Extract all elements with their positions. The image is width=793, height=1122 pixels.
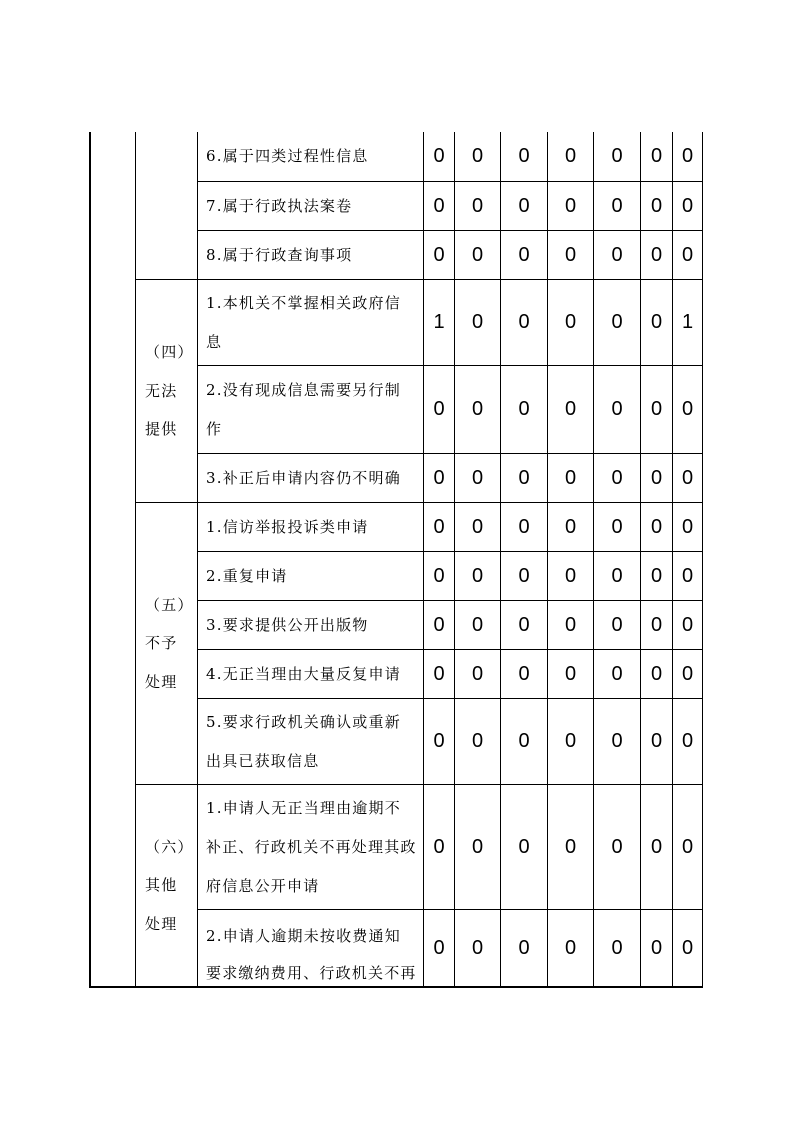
value-cell: 0 xyxy=(673,552,703,600)
value-cell: 0 xyxy=(594,280,641,365)
value-cell: 0 xyxy=(424,650,455,698)
value-cell: 0 xyxy=(424,231,455,279)
value-cell: 0 xyxy=(501,503,548,551)
value-cell: 0 xyxy=(594,601,641,649)
category-label-line: 其他 xyxy=(145,876,178,895)
value-cell: 0 xyxy=(641,699,673,784)
category-label-line: 无法 xyxy=(145,381,178,400)
disclosure-results-table xyxy=(89,132,703,988)
value-cell: 0 xyxy=(641,552,673,600)
item-label xyxy=(198,650,424,698)
item-label-line: 出具已获取信息 xyxy=(206,751,320,770)
table-row xyxy=(198,182,703,231)
value-cell: 0 xyxy=(548,454,594,502)
table-row xyxy=(198,785,703,910)
value-cell: 0 xyxy=(455,910,501,986)
table-row xyxy=(198,699,703,785)
item-label xyxy=(198,366,424,453)
value-cell: 0 xyxy=(594,910,641,986)
category-label-line: （五） xyxy=(145,595,194,614)
value-cell: 0 xyxy=(455,366,501,453)
value-cell: 0 xyxy=(501,552,548,600)
value-cell: 0 xyxy=(594,503,641,551)
table-row xyxy=(198,280,703,366)
value-cell: 0 xyxy=(548,182,594,230)
item-label-line: 3.补正后申请内容仍不明确 xyxy=(206,468,401,487)
category-label-line: 提供 xyxy=(145,420,178,439)
value-cell: 0 xyxy=(455,601,501,649)
item-label xyxy=(198,601,424,649)
item-label xyxy=(198,182,424,230)
value-cell: 0 xyxy=(424,785,455,909)
item-label-line: 要求缴纳费用、行政机关不再 xyxy=(206,964,417,982)
value-cell: 0 xyxy=(641,601,673,649)
value-cell: 0 xyxy=(594,231,641,279)
item-label-line: 4.无正当理由大量反复申请 xyxy=(206,664,401,683)
value-cell: 0 xyxy=(424,366,455,453)
category-label-line: 不予 xyxy=(145,634,178,653)
value-cell: 0 xyxy=(594,650,641,698)
value-cell: 0 xyxy=(455,182,501,230)
value-cell: 0 xyxy=(641,182,673,230)
value-cell: 0 xyxy=(641,910,673,986)
value-cell: 0 xyxy=(455,454,501,502)
value-cell: 0 xyxy=(424,182,455,230)
value-cell: 0 xyxy=(594,552,641,600)
value-cell: 0 xyxy=(548,132,594,181)
table-row xyxy=(198,231,703,280)
value-cell: 0 xyxy=(455,699,501,784)
value-cell: 0 xyxy=(548,552,594,600)
value-cell: 0 xyxy=(501,454,548,502)
value-cell: 0 xyxy=(501,699,548,784)
value-cell: 0 xyxy=(673,503,703,551)
item-label xyxy=(198,454,424,502)
value-cell: 0 xyxy=(673,182,703,230)
value-cell: 0 xyxy=(548,785,594,909)
outer-group-cell xyxy=(91,132,136,986)
value-cell: 0 xyxy=(424,132,455,181)
item-label-line: 7.属于行政执法案卷 xyxy=(206,196,353,215)
item-label-line: 补正、行政机关不再处理其政 xyxy=(206,837,417,856)
value-cell: 0 xyxy=(455,503,501,551)
category-cell-continued xyxy=(136,132,198,280)
value-cell: 0 xyxy=(548,601,594,649)
value-cell: 0 xyxy=(673,366,703,453)
value-cell: 0 xyxy=(455,785,501,909)
value-cell: 0 xyxy=(673,132,703,181)
value-cell: 0 xyxy=(673,231,703,279)
table-row xyxy=(198,454,703,503)
value-cell: 0 xyxy=(548,280,594,365)
value-cell: 0 xyxy=(424,601,455,649)
value-cell: 0 xyxy=(424,910,455,986)
value-cell: 0 xyxy=(501,231,548,279)
item-label xyxy=(198,910,424,986)
table-row xyxy=(198,601,703,650)
value-cell: 0 xyxy=(594,182,641,230)
item-label-line: 作 xyxy=(206,419,223,438)
category-label-line: （四） xyxy=(145,343,194,362)
item-label xyxy=(198,280,424,365)
item-label xyxy=(198,785,424,909)
value-cell: 0 xyxy=(501,366,548,453)
value-cell: 0 xyxy=(594,699,641,784)
value-cell: 0 xyxy=(548,231,594,279)
item-label xyxy=(198,552,424,600)
value-cell: 0 xyxy=(424,699,455,784)
value-cell: 0 xyxy=(641,132,673,181)
value-cell: 0 xyxy=(501,280,548,365)
value-cell: 0 xyxy=(548,910,594,986)
item-label-line: 2.重复申请 xyxy=(206,566,288,585)
value-cell: 0 xyxy=(673,650,703,698)
item-label xyxy=(198,503,424,551)
item-label-line: 1.申请人无正当理由逾期不 xyxy=(206,798,401,817)
value-cell: 0 xyxy=(673,699,703,784)
table-row xyxy=(198,552,703,601)
value-cell: 0 xyxy=(424,503,455,551)
value-cell: 0 xyxy=(455,231,501,279)
value-cell: 0 xyxy=(641,650,673,698)
item-label-line: 1.本机关不掌握相关政府信 xyxy=(206,293,401,312)
value-cell: 0 xyxy=(673,785,703,909)
item-label-line: 2.申请人逾期未按收费通知 xyxy=(206,927,401,945)
value-cell: 0 xyxy=(641,503,673,551)
item-label xyxy=(198,132,424,181)
category-label-line: 处理 xyxy=(145,914,178,933)
value-cell: 0 xyxy=(501,650,548,698)
value-cell: 0 xyxy=(641,280,673,365)
value-cell: 0 xyxy=(548,650,594,698)
value-cell: 0 xyxy=(455,650,501,698)
value-cell: 0 xyxy=(455,280,501,365)
value-cell: 0 xyxy=(594,132,641,181)
value-cell: 0 xyxy=(641,366,673,453)
value-cell: 0 xyxy=(424,454,455,502)
category-label-line: （六） xyxy=(145,837,194,856)
value-cell: 0 xyxy=(424,552,455,600)
value-cell: 0 xyxy=(641,231,673,279)
value-cell: 0 xyxy=(548,503,594,551)
item-label-line: 府信息公开申请 xyxy=(206,876,320,895)
item-label-line: 6.属于四类过程性信息 xyxy=(206,147,369,165)
item-label xyxy=(198,231,424,279)
table-row xyxy=(198,650,703,699)
value-cell: 0 xyxy=(594,785,641,909)
category-cell xyxy=(136,280,198,503)
item-label-line: 2.没有现成信息需要另行制 xyxy=(206,380,401,399)
value-cell: 0 xyxy=(594,366,641,453)
value-cell: 0 xyxy=(673,454,703,502)
value-cell: 0 xyxy=(548,366,594,453)
item-label-line: 8.属于行政查询事项 xyxy=(206,245,353,264)
value-cell: 0 xyxy=(548,699,594,784)
item-label xyxy=(198,699,424,784)
table-row xyxy=(198,366,703,454)
item-label-line: 5.要求行政机关确认或重新 xyxy=(206,712,401,731)
value-cell: 1 xyxy=(673,280,703,365)
value-cell: 0 xyxy=(501,785,548,909)
value-cell: 0 xyxy=(501,910,548,986)
table-row xyxy=(198,503,703,552)
value-cell: 0 xyxy=(641,454,673,502)
value-cell: 0 xyxy=(673,601,703,649)
value-cell: 0 xyxy=(641,785,673,909)
value-cell: 0 xyxy=(501,182,548,230)
item-label-line: 息 xyxy=(206,332,223,351)
value-cell: 0 xyxy=(455,552,501,600)
item-label-line: 3.要求提供公开出版物 xyxy=(206,615,369,634)
value-cell: 0 xyxy=(501,601,548,649)
category-label-line: 处理 xyxy=(145,672,178,691)
value-cell: 0 xyxy=(594,454,641,502)
category-cell xyxy=(136,503,198,785)
table-row xyxy=(198,132,703,182)
value-cell: 0 xyxy=(673,910,703,986)
category-cell xyxy=(136,785,198,986)
item-label-line: 1.信访举报投诉类申请 xyxy=(206,517,369,536)
value-cell: 0 xyxy=(501,132,548,181)
value-cell: 1 xyxy=(424,280,455,365)
value-cell: 0 xyxy=(455,132,501,181)
table-row xyxy=(198,910,703,986)
